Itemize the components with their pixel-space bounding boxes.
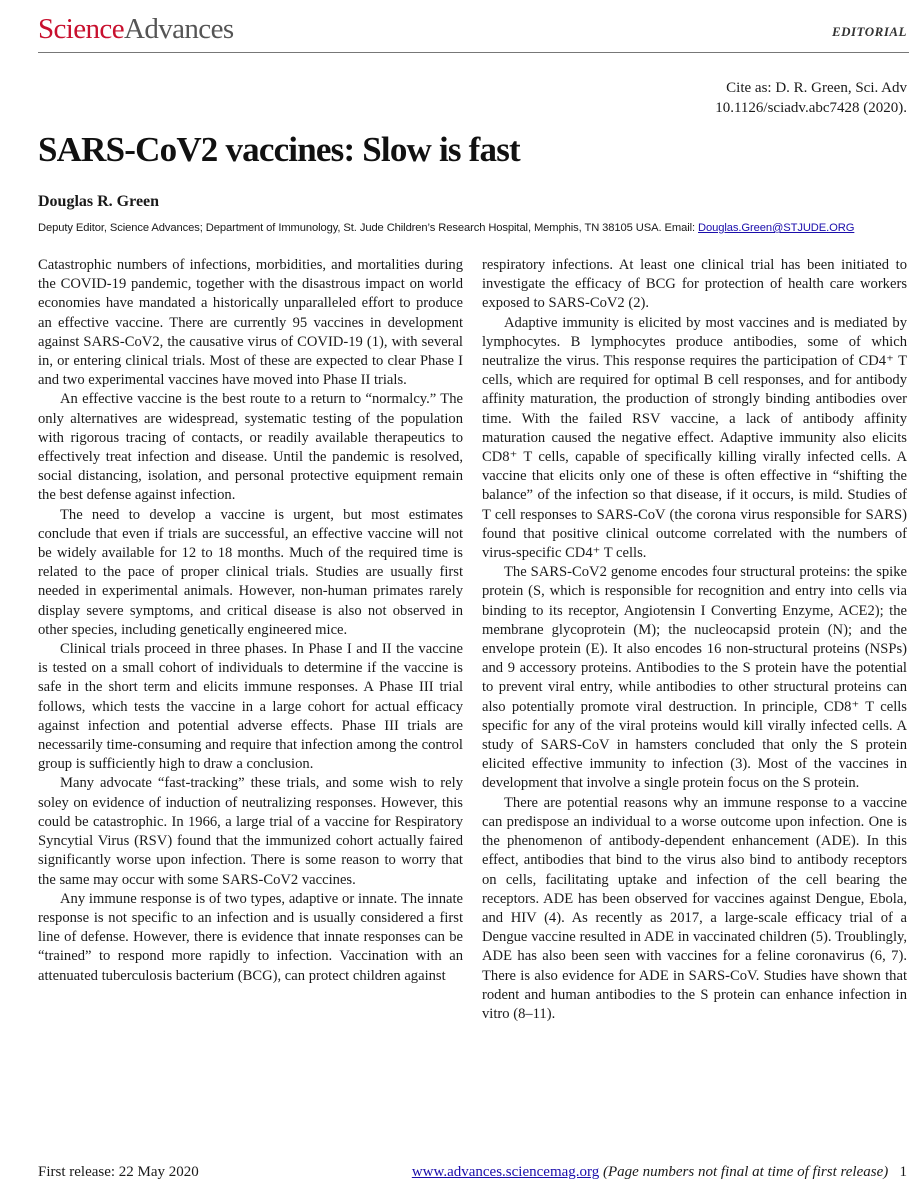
page-number: 1	[899, 1164, 907, 1180]
paragraph: An effective vaccine is the best route to a return to “normalcy.” The only alternatives are widespread, systematic testing of the population with rigorous tracing of contacts, or readily available therapeutics to effectively treat infection and disease. Until the pandemic is resolved, social distancing, isolation, and personal protective equipment remain the best defense against infection.	[38, 391, 463, 504]
author-name: Douglas R. Green	[38, 193, 160, 210]
paragraph: Many advocate “fast-tracking” these trials, and some wish to rely soley on evidence of induction of neutralizing responses. However, this could be catastrophic. In 1966, a large trial of a vaccine for Respiratory Syncytial Virus (RSV) found that the immunized cohort actually faired significantly worse upon infection. There is some reason to worry that the same may occur with some SARS-CoV2 vaccines.	[38, 775, 463, 888]
author-email-link[interactable]: Douglas.Green@STJUDE.ORG	[698, 222, 855, 234]
paragraph: Any immune response is of two types, adaptive or innate. The innate response is not specific to an infection and is usually considered a first line of defense. However, there is evidence that innate responses can be “trained” to respond more rapidly to infection. Vaccination with an attenuated tuberculosis bacterium (BCG), can protect children against	[38, 890, 463, 984]
page-number-note: (Page numbers not final at time of first release)	[603, 1164, 889, 1180]
citation-line-1: Cite as: D. R. Green, Sci. Adv	[726, 80, 907, 96]
affiliation	[38, 222, 854, 234]
logo-advances: Advances	[123, 13, 234, 45]
journal-url-link[interactable]: www.advances.sciencemag.org	[411, 1164, 600, 1180]
header-divider	[38, 52, 909, 53]
release-date: First release: 22 May 2020	[38, 1164, 199, 1180]
section-label: EDITORIAL	[831, 24, 907, 39]
journal-logo	[38, 12, 234, 46]
article-title: SARS-CoV2 vaccines: Slow is fast	[38, 130, 520, 169]
paragraph: Adaptive immunity is elicited by most vaccines and is mediated by lymphocytes. B lymphocytes produce antibodies, some of which neutralize the virus. This response requires the participation of CD4⁺ T cells, which are required for optimal B cell responses, and for antibody affinity maturation, the production of strongly binding antibodies over time. With the failed RSV vaccine, a lack of antibody affinity maturation caused the negative effect. Adaptive immunity also elicits CD8⁺ T cells, capable of specifically killing virally infected cells. A vaccine that elicits only one of these is often effective in “shifting the balance” of the infection so that disease, if it occurs, is mild. Studies of T cell responses to SARS-CoV (the corona virus responsible for SARS) found that positive clinical outcome correlated with the numbers of virus-specific CD4⁺ T cells.	[482, 314, 907, 562]
affiliation-text: Deputy Editor, Science Advances; Department of Immunology, St. Jude Children’s Research Hospital, Memphis, TN 38105 USA. Email:	[38, 222, 696, 234]
body-column-left	[38, 256, 463, 986]
footer-right	[412, 1162, 907, 1182]
paragraph: The need to develop a vaccine is urgent, but most estimates conclude that even if trials are successful, an effective vaccine will not be widely available for 12 to 18 months. Much of the required time is related to the pace of proper clinical trials. Studies are usually first needed in experimental animals. However, non-human primates rarely display severe symptoms, and critical disease is also not observed in other species, including genetically engineered mice.	[38, 506, 463, 638]
citation	[715, 78, 907, 118]
paragraph: respiratory infections. At least one clinical trial has been initiated to investigate the efficacy of BCG for protection of health care workers exposed to SARS-CoV2 (2).	[482, 257, 907, 312]
paragraph: Clinical trials proceed in three phases. In Phase I and II the vaccine is tested on a small cohort of individuals to determine if the vaccine is safe in the short term and elicits immune responses. A Phase III trial follows, which tests the vaccine in a large cohort for actual efficacy against infection and potential adverse effects. Phase III trials are necessarily time-consuming and require that infection among the control group is sufficiently high to draw a conclusion.	[38, 641, 463, 773]
paragraph: Catastrophic numbers of infections, morbidities, and mortalities during the COVID-19 pandemic, together with the disastrous impact on world economies have mandated a historically unparalleled effort to produce an effective vaccine. There are currently 95 vaccines in development against SARS-CoV2, the causative virus of COVID-19 (1), with several in, or entering clinical trials. Most of these are expected to clear Phase I and two experimental vaccines have moved into Phase II trials.	[38, 257, 463, 389]
paragraph: There are potential reasons why an immune response to a vaccine can predispose an individual to a worse outcome upon infection. One is the phenomenon of antibody-dependent enhancement (ADE). In this effect, antibodies that bind to the virus also bind to antibody receptors on cells, facilitating uptake and infection of the cell bearing the receptors. ADE has been observed for vaccines against Dengue, Ebola, and HIV (4). As recently as 2017, a large-scale efficacy trial of a Dengue vaccine resulted in ADE in vaccinated children (5). Troublingly, ADE has also been seen with vaccines for a feline coronavirus (6, 7). There is also evidence for ADE in SARS-CoV. Studies have shown that rodent and human antibodies to the S protein can enhance infection in vitro (8–11).	[482, 794, 907, 1022]
paragraph: The SARS-CoV2 genome encodes four structural proteins: the spike protein (S, which is responsible for recognition and entry into cells via binding to its receptor, Angiotensin I Converting Enzyme, ACE2); the membrane glycoprotein (M); the nucleocapsid protein (N); and the envelope protein (E). It also encodes 16 non-structural proteins (NSPs) and 9 accessory proteins. Antibodies to the S protein have the potential to prevent viral entry, while antibodies to other structural proteins can also potentially promote viral destruction. In principle, CD8⁺ T cells specific for any of the viral proteins would kill virally infected cells. A study of SARS-CoV in hamsters concluded that only the S protein elicited effective immunity to infection (3). Most of the vaccines in development that involve a single protein focus on the S protein.	[482, 564, 907, 792]
body-column-right	[482, 256, 907, 1024]
citation-doi: 10.1126/sciadv.abc7428 (2020).	[715, 100, 907, 116]
logo-science: Science	[38, 13, 124, 45]
